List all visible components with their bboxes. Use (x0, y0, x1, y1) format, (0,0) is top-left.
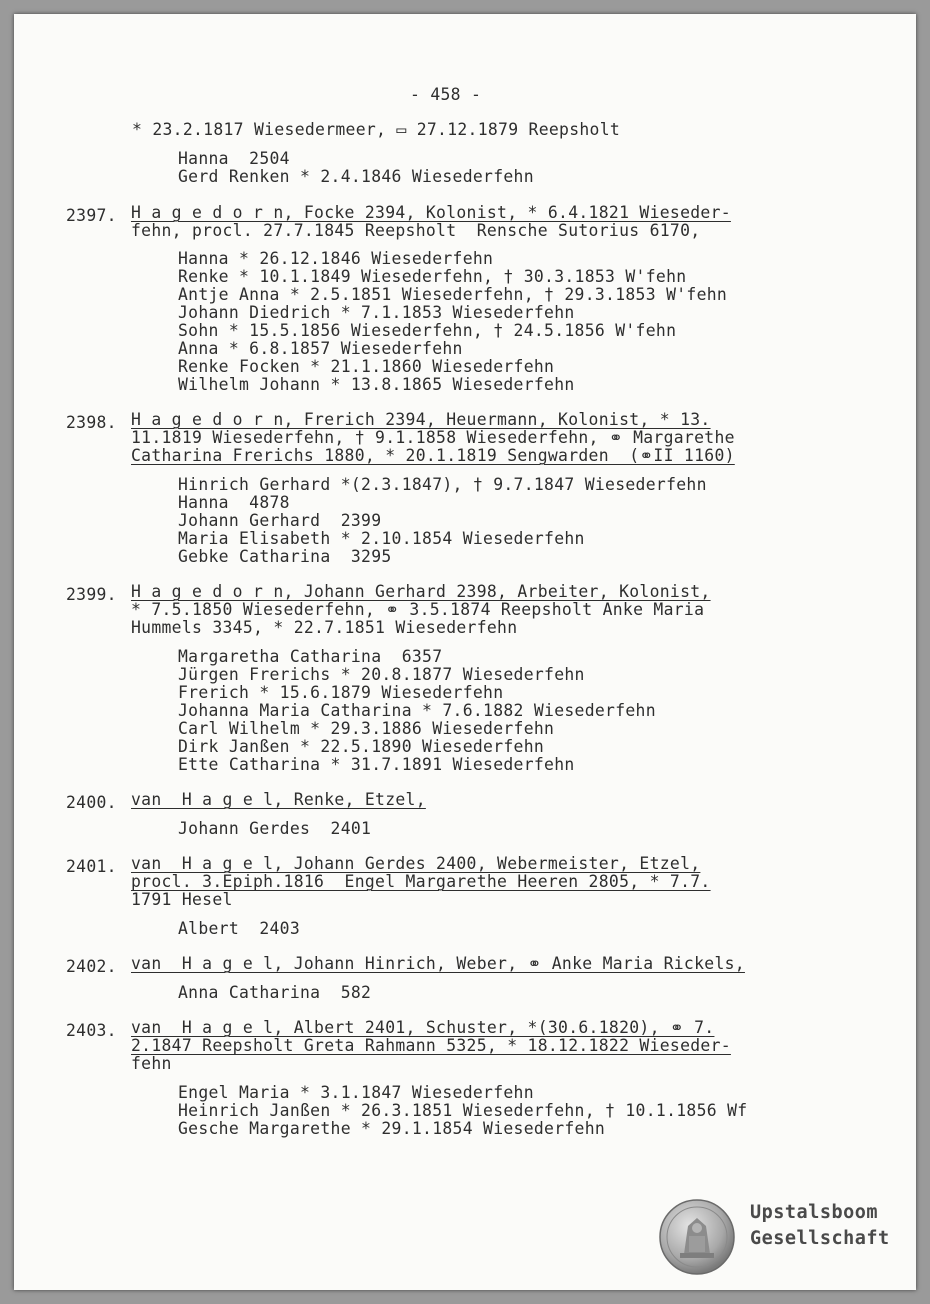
entry-line: H a g e d o r n, Focke 2394, Kolonist, * 6.4.1821 Wieseder- (131, 203, 731, 222)
child-line: Hanna 4878 (178, 493, 290, 512)
child-line: Heinrich Janßen * 26.3.1851 Wiesederfehn, † 10.1.1856 Wf (178, 1101, 748, 1120)
entry-line: van H a g e l, Johann Gerdes 2400, Webermeister, Etzel, (131, 854, 701, 873)
entry-number: 2398. (66, 413, 117, 432)
entry-line: H a g e d o r n, Frerich 2394, Heuermann, Kolonist, * 13. (131, 410, 711, 429)
child-line: Renke * 10.1.1849 Wiesederfehn, † 30.3.1853 W'fehn (178, 267, 687, 286)
entry-line: fehn (131, 1054, 172, 1073)
entry-line: Hummels 3345, * 22.7.1851 Wiesederfehn (131, 618, 518, 637)
entry-number: 2403. (66, 1021, 117, 1040)
child-line: Johann Diedrich * 7.1.1853 Wiesederfehn (178, 303, 575, 322)
child-line: Sohn * 15.5.1856 Wiesederfehn, † 24.5.1856 W'fehn (178, 321, 677, 340)
child-line: Engel Maria * 3.1.1847 Wiesederfehn (178, 1083, 534, 1102)
entry-number: 2399. (66, 585, 117, 604)
entry-line: procl. 3.Epiph.1816 Engel Margarethe Heeren 2805, * 7.7. (131, 872, 711, 891)
page-number: - 458 - (410, 85, 482, 104)
child-line: Wilhelm Johann * 13.8.1865 Wiesederfehn (178, 375, 575, 394)
entry-line: van H a g e l, Albert 2401, Schuster, *(30.6.1820), ⚭ 7. (131, 1018, 715, 1037)
entry-number: 2397. (66, 206, 117, 225)
child-line: Gebke Catharina 3295 (178, 547, 392, 566)
entry-line: H a g e d o r n, Johann Gerhard 2398, Arbeiter, Kolonist, (131, 582, 711, 601)
child-line: Johann Gerhard 2399 (178, 511, 382, 530)
child-line: Hanna 2504 (178, 149, 290, 168)
entry-number: 2401. (66, 857, 117, 876)
entry-number: 2400. (66, 793, 117, 812)
child-line: Gesche Margarethe * 29.1.1854 Wiesederfehn (178, 1119, 606, 1138)
document-page (14, 14, 916, 1290)
society-watermark (658, 1198, 904, 1276)
intro-line: * 23.2.1817 Wiesedermeer, ▭ 27.12.1879 Reepsholt (132, 120, 621, 139)
child-line: Anna * 6.8.1857 Wiesederfehn (178, 339, 463, 358)
child-line: Renke Focken * 21.1.1860 Wiesederfehn (178, 357, 555, 376)
entry-line: 11.1819 Wiesederfehn, † 9.1.1858 Wiesederfehn, ⚭ Margarethe (131, 428, 735, 447)
entry-line: * 7.5.1850 Wiesederfehn, ⚭ 3.5.1874 Reepsholt Anke Maria (131, 600, 705, 619)
child-line: Albert 2403 (178, 919, 301, 938)
child-line: Gerd Renken * 2.4.1846 Wiesederfehn (178, 167, 534, 186)
child-line: Johann Gerdes 2401 (178, 819, 372, 838)
entry-line: 2.1847 Reepsholt Greta Rahmann 5325, * 18.12.1822 Wieseder- (131, 1036, 731, 1055)
child-line: Maria Elisabeth * 2.10.1854 Wiesederfehn (178, 529, 585, 548)
child-line: Hinrich Gerhard *(2.3.1847), † 9.7.1847 Wiesederfehn (178, 475, 707, 494)
child-line: Antje Anna * 2.5.1851 Wiesederfehn, † 29.3.1853 W'fehn (178, 285, 728, 304)
society-name-line-2: Gesellschaft (750, 1228, 890, 1249)
child-line: Carl Wilhelm * 29.3.1886 Wiesederfehn (178, 719, 555, 738)
entry-line: Catharina Frerichs 1880, * 20.1.1819 Sengwarden (⚭II 1160) (131, 446, 735, 465)
child-line: Frerich * 15.6.1879 Wiesederfehn (178, 683, 504, 702)
child-line: Dirk Janßen * 22.5.1890 Wiesederfehn (178, 737, 545, 756)
society-name-line-1: Upstalsboom (750, 1202, 879, 1223)
child-line: Johanna Maria Catharina * 7.6.1882 Wiesederfehn (178, 701, 656, 720)
entry-number: 2402. (66, 957, 117, 976)
child-line: Margaretha Catharina 6357 (178, 647, 443, 666)
child-line: Hanna * 26.12.1846 Wiesederfehn (178, 249, 494, 268)
child-line: Jürgen Frerichs * 20.8.1877 Wiesederfehn (178, 665, 585, 684)
entry-line: fehn, procl. 27.7.1845 Reepsholt Rensche Sutorius 6170, (131, 221, 701, 240)
child-line: Anna Catharina 582 (178, 983, 372, 1002)
entry-line: van H a g e l, Johann Hinrich, Weber, ⚭ Anke Maria Rickels, (131, 954, 745, 973)
child-line: Ette Catharina * 31.7.1891 Wiesederfehn (178, 755, 575, 774)
entry-line: 1791 Hesel (131, 890, 233, 909)
seal-icon (658, 1198, 736, 1276)
entry-line: van H a g e l, Renke, Etzel, (131, 790, 426, 809)
